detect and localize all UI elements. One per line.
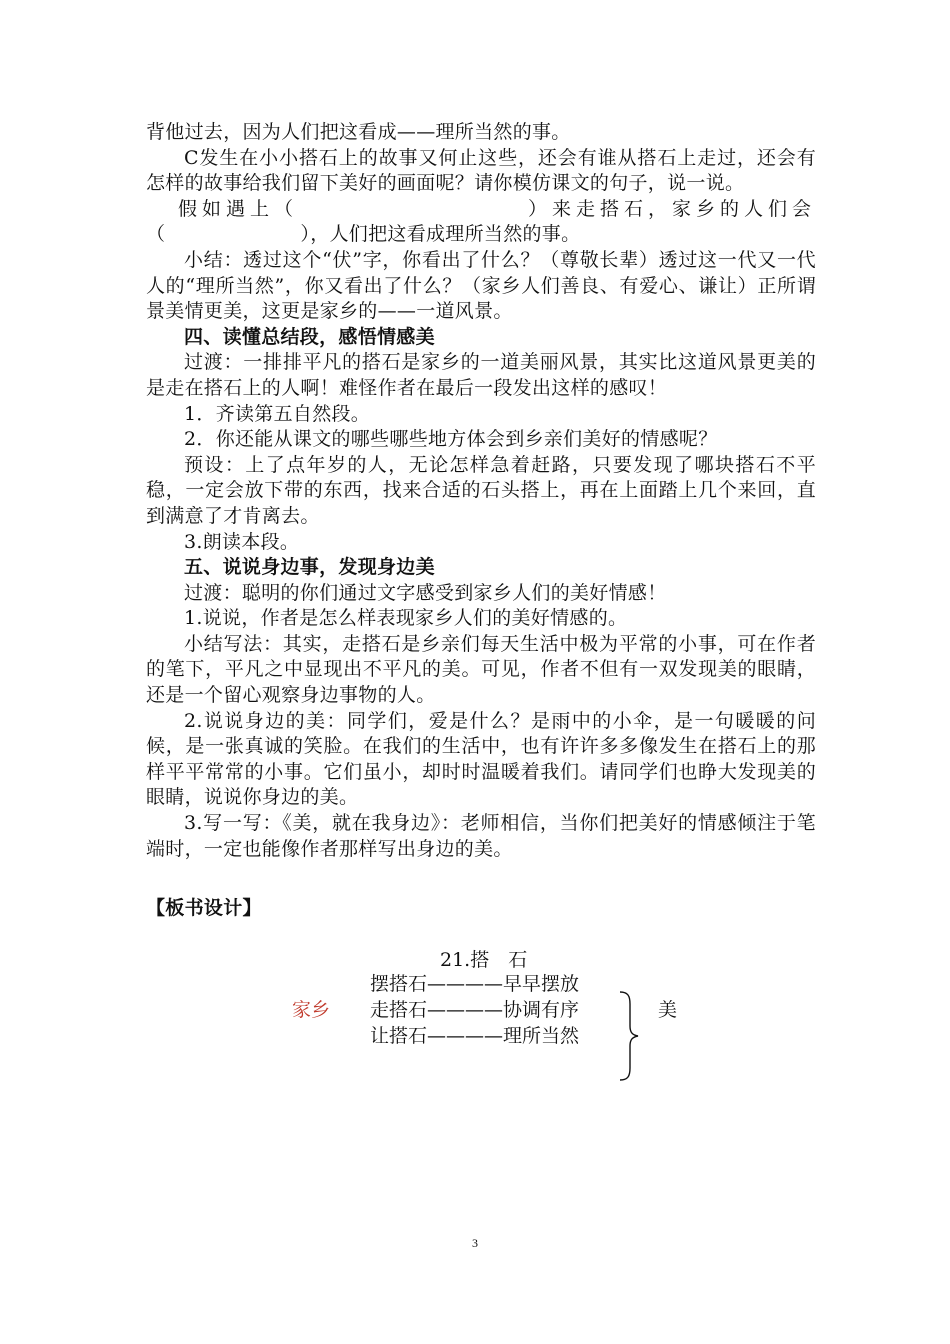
board-row: 摆搭石————早早摆放 bbox=[370, 973, 580, 995]
board-row: 让搭石————理所当然 bbox=[370, 1025, 580, 1047]
paragraph: 2．你还能从课文的哪些哪些地方体会到乡亲们美好的情感呢？ bbox=[184, 428, 718, 451]
board-left-label: 家乡 bbox=[292, 999, 331, 1021]
paragraph: 1.说说，作者是怎么样表现家乡人们的美好情感的。 bbox=[184, 607, 628, 630]
board-design-heading: 【板书设计】 bbox=[146, 897, 262, 920]
paragraph: 过渡：一排排平凡的搭石是家乡的一道美丽风景，其实比这道风景更美的是走在搭石上的人啊！难怪作者在最后一段发出这样的感叹！ bbox=[146, 351, 816, 399]
paragraph: 小结：透过这个“伏”字，你看出了什么？（尊敬长辈）透过这一代又一代人的“理所当然”，你又看出了什么？（家乡人们善良、有爱心、谦让）正所谓景美情更美，这更是家乡的——一道风景。 bbox=[146, 248, 816, 323]
paragraph: 2.说说身边的美：同学们，爱是什么？是雨中的小伞，是一句暖暖的问候，是一张真诚的笑脸。在我们的生活中，也有许许多多像发生在搭石上的那样平平常常的小事。它们虽小，却时时温暖着我们。请同学们也睁大发现美的眼睛，说说你身边的美。 bbox=[146, 709, 816, 809]
paragraph: 小结写法：其实，走搭石是乡亲们每天生活中极为平常的小事，可在作者的笔下，平凡之中显现出不平凡的美。可见，作者不但有一双发现美的眼睛，还是一个留心观察身边事物的人。 bbox=[146, 632, 816, 707]
paragraph: 3.写一写：《美，就在我身边》：老师相信，当你们把美好的情感倾注于笔端时，一定也能像作者那样写出身边的美。 bbox=[146, 812, 816, 860]
board-row: 走搭石————协调有序 bbox=[370, 999, 580, 1021]
fill-in-part-b: ）来走搭石，家乡的人们会 bbox=[527, 197, 816, 220]
paragraph: 背他过去，因为人们把这看成——理所当然的事。 bbox=[146, 121, 571, 143]
board-lesson-title: 21.搭 石 bbox=[440, 949, 528, 971]
page-number: 3 bbox=[472, 1236, 478, 1250]
fill-in-part-a: 假如遇上（ bbox=[178, 197, 299, 220]
paragraph: 预设：上了点年岁的人，无论怎样急着赶路，只要发现了哪块搭石不平稳，一定会放下带的东西，找来合适的石头搭上，再在上面踏上几个来回，直到满意了才肯离去。 bbox=[146, 453, 816, 527]
section-heading: 五、说说身边事，发现身边美 bbox=[184, 556, 435, 579]
section-heading: 四、读懂总结段，感悟情感美 bbox=[184, 325, 435, 348]
right-brace-icon bbox=[618, 990, 640, 1082]
board-right-label: 美 bbox=[658, 999, 678, 1021]
paragraph: 3.朗读本段。 bbox=[184, 530, 300, 553]
fill-in-sentence bbox=[146, 197, 816, 223]
paragraph: C发生在小小搭石上的故事又何止这些，还会有谁从搭石上走过，还会有怎样的故事给我们留下美好的画面呢？请你模仿课文的句子，说一说。 bbox=[146, 146, 816, 195]
paragraph: 过渡：聪明的你们通过文字感受到家乡人们的美好情感！ bbox=[184, 581, 667, 604]
paragraph: 1．齐读第五自然段。 bbox=[184, 402, 371, 425]
document-body bbox=[146, 120, 816, 922]
fill-in-part-c: （ ），人们把这看成理所当然的事。 bbox=[146, 223, 581, 246]
